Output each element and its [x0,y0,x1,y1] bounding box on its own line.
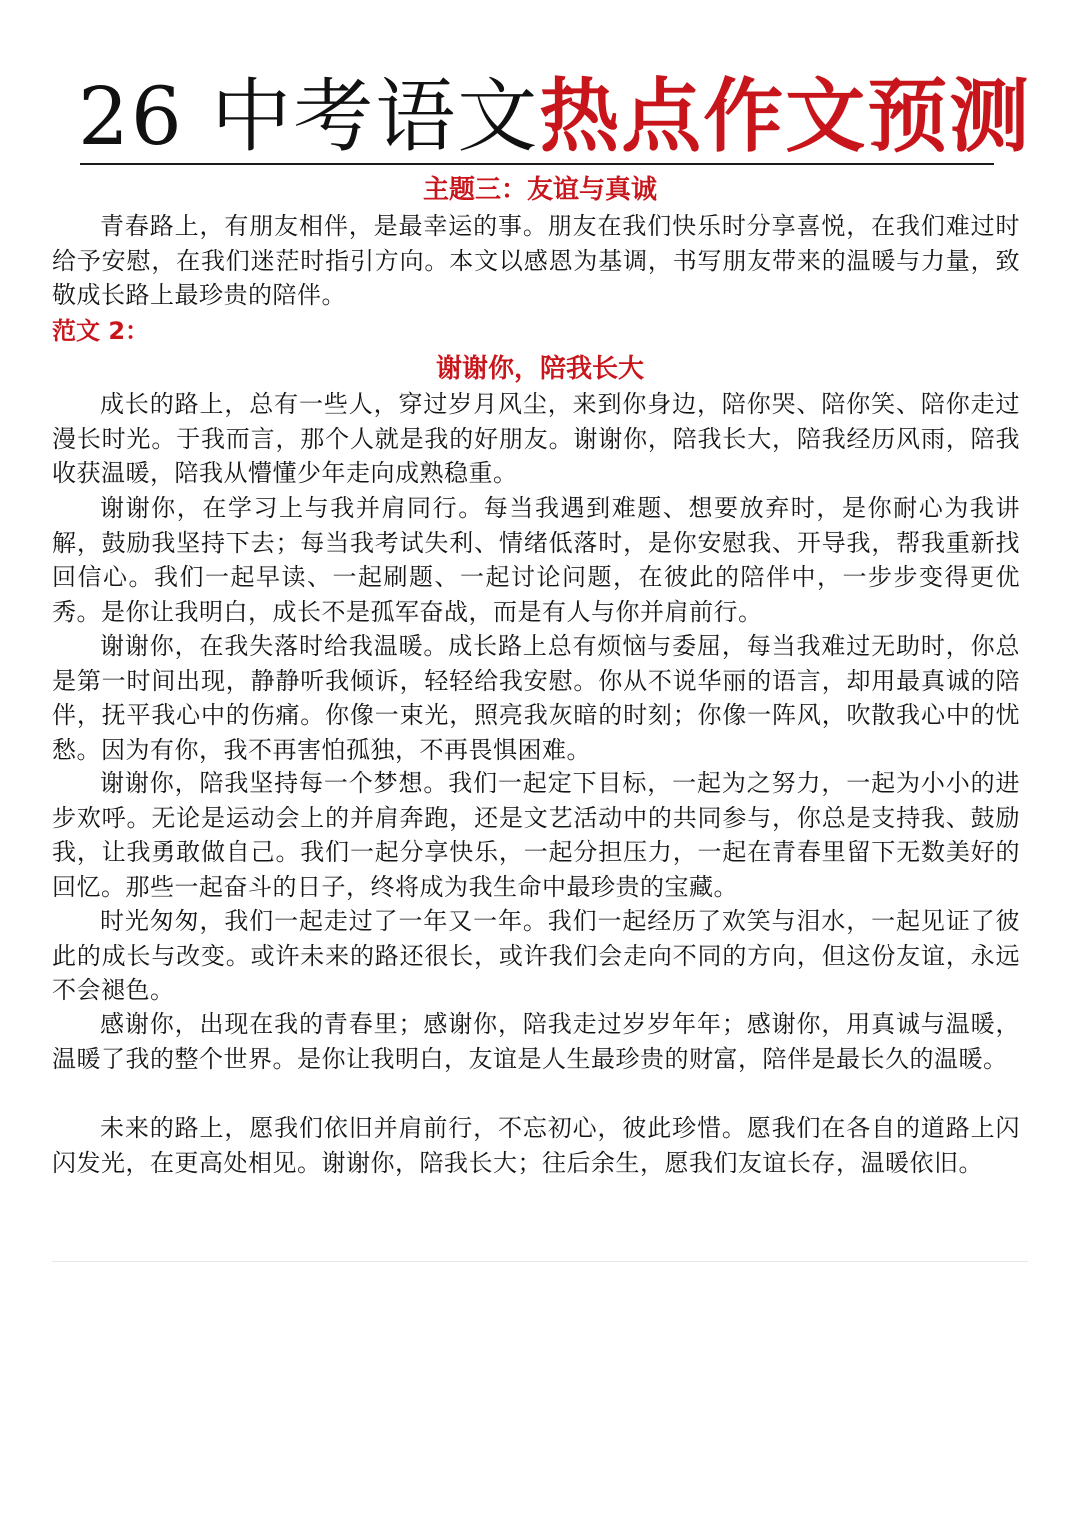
essay-paragraph-1: 成长的路上，总有一些人，穿过岁月风尘，来到你身边，陪你哭、陪你笑、陪你走过漫长时光。于我而言，那个人就是我的好朋友。谢谢你，陪我长大，陪我经历风雨，陪我收获温暖，陪我从懵懂少年走向成熟稳重。 [52,390,1020,487]
essay-title: 谢谢你，陪我长大 [435,354,644,384]
essay-paragraph-2: 谢谢你，在学习上与我并肩同行。每当我遇到难题、想要放弃时，是你耐心为我讲解，鼓励我坚持下去；每当我考试失利、情绪低落时，是你安慰我、开导我，帮我重新找回信心。我们一起早读、一起刷题、一起讨论问题，在彼此的陪伴中，一步步变得更优秀。是你让我明白，成长不是孤军奋战，而是有人与你并肩前行。 [52,494,1020,626]
sample-essay-label: 范文 2： [52,317,150,345]
essay-paragraph-7: 未来的路上，愿我们依旧并肩前行，不忘初心，彼此珍惜。愿我们在各自的道路上闪闪发光，在更高处相见。谢谢你，陪我长大；往后余生，愿我们友谊长存，温暖依旧。 [52,1114,1020,1177]
essay-paragraph-6: 感谢你，出现在我的青春里；感谢你，陪我走过岁岁年年；感谢你，用真诚与温暖，温暖了我的整个世界。是你让我明白，友谊是人生最珍贵的财富，陪伴是最长久的温暖。 [52,1010,1020,1073]
essay-paragraph-4: 谢谢你，陪我坚持每一个梦想。我们一起定下目标，一起为之努力，一起为小小的进步欢呼。无论是运动会上的并肩奔跑，还是文艺活动中的共同参与，你总是支持我、鼓励我，让我勇敢做自己。我们一起分享快乐，一起分担压力，一起在青春里留下无数美好的回忆。那些一起奋斗的日子，终将成为我生命中最珍贵的宝藏。 [52,769,1020,901]
title-underline [80,163,994,165]
essay-paragraph-5: 时光匆匆，我们一起走过了一年又一年。我们一起经历了欢笑与泪水，一起见证了彼此的成长与改变。或许未来的路还很长，或许我们会走向不同的方向，但这份友谊，永远不会褪色。 [52,907,1020,1004]
page-title-red: 热点作文预测 [539,69,1032,163]
theme-intro: 青春路上，有朋友相伴，是最幸运的事。朋友在我们快乐时分享喜悦，在我们难过时给予安慰，在我们迷茫时指引方向。本文以感恩为基调，书写朋友带来的温暖与力量，致敬成长路上最珍贵的陪伴。 [52,212,1020,309]
theme-heading: 主题三：友谊与真诚 [422,175,657,205]
page-title [78,66,1032,166]
essay-paragraph-3: 谢谢你，在我失落时给我温暖。成长路上总有烦恼与委屈，每当我难过无助时，你总是第一时间出现，静静听我倾诉，轻轻给我安慰。你从不说华丽的语言，却用最真诚的陪伴，抚平我心中的伤痛。你像一束光，照亮我灰暗的时刻；你像一阵风，吹散我心中的忧愁。因为有你，我不再害怕孤独，不再畏惧困难。 [52,632,1020,764]
footer-divider [52,1261,1028,1262]
page-title-black: 26 中考语文 [78,70,540,163]
